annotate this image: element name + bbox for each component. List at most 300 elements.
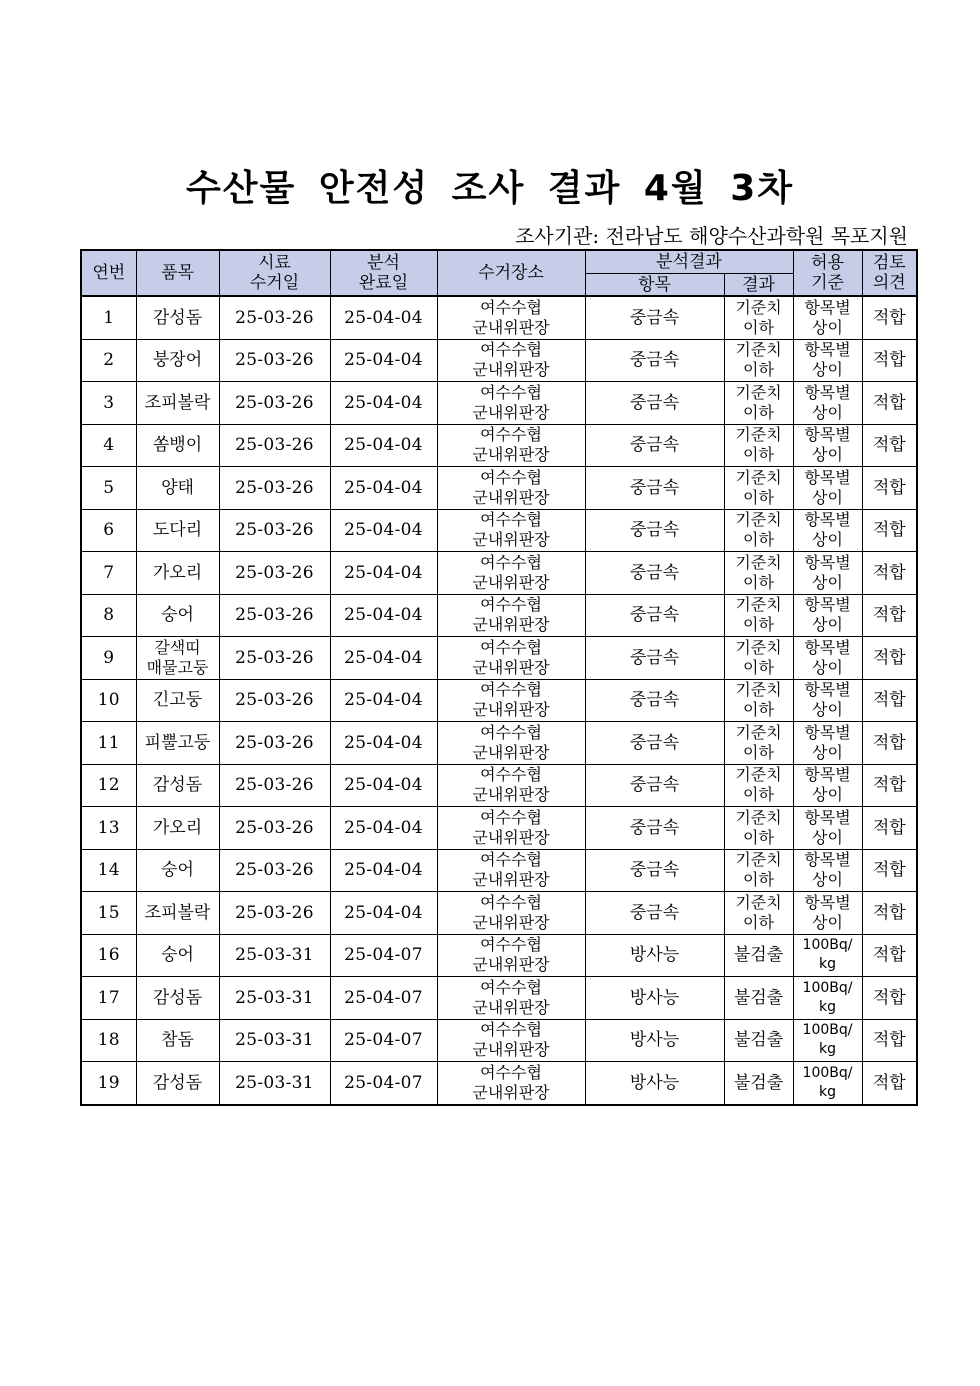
cell-completed-date: 25-04-04: [330, 807, 437, 850]
header-limit: [793, 250, 862, 296]
cell-place-line1: 여수수협: [480, 1020, 542, 1040]
cell-place-line2: 군내위판장: [472, 742, 550, 762]
cell-item: 쏨뱅이: [136, 424, 219, 467]
cell-completed-date: 25-04-04: [330, 339, 437, 382]
table-row: [81, 1062, 917, 1105]
header-analysis-date-line1: 분석: [367, 253, 400, 273]
cell-place: [437, 892, 585, 935]
cell-completed-date: 25-04-07: [330, 934, 437, 977]
cell-place-line1: 여수수협: [480, 1062, 542, 1082]
cell-no: 4: [81, 424, 136, 467]
table-row: [81, 977, 917, 1020]
table-row: [81, 679, 917, 722]
cell-opinion: 적합: [862, 1062, 917, 1105]
cell-result-line1: 기준치: [735, 892, 782, 912]
table-row: [81, 849, 917, 892]
cell-result-line2: 이하: [743, 402, 774, 422]
cell-item: 감성돔: [136, 977, 219, 1020]
cell-limit: [793, 382, 862, 425]
cell-analysis-item: 중금속: [585, 722, 724, 765]
cell-place-line2: 군내위판장: [472, 1082, 550, 1102]
cell-item: 조피볼락: [136, 892, 219, 935]
cell-limit-line2: 상이: [812, 742, 843, 762]
cell-item: 숭어: [136, 934, 219, 977]
cell-limit: [793, 509, 862, 552]
cell-place: [437, 552, 585, 595]
cell-collected-date: 25-03-26: [219, 807, 330, 850]
cell-analysis-item: 중금속: [585, 594, 724, 637]
cell-item: 숭어: [136, 849, 219, 892]
cell-place: [437, 679, 585, 722]
cell-place: [437, 1062, 585, 1105]
cell-result: 불검출: [724, 977, 793, 1020]
cell-completed-date: 25-04-04: [330, 467, 437, 510]
cell-limit-line2: 상이: [812, 487, 843, 507]
cell-result-line2: 이하: [743, 360, 774, 380]
cell-collected-date: 25-03-26: [219, 296, 330, 339]
cell-analysis-item: 방사능: [585, 1019, 724, 1062]
cell-collected-date: 25-03-26: [219, 849, 330, 892]
cell-no: 12: [81, 764, 136, 807]
cell-limit: [793, 552, 862, 595]
table-row: [81, 637, 917, 680]
cell-analysis-item: 중금속: [585, 807, 724, 850]
cell-limit-line1: 항목별: [804, 807, 851, 827]
cell-no: 7: [81, 552, 136, 595]
cell-no: 16: [81, 934, 136, 977]
cell-collected-date: 25-03-26: [219, 892, 330, 935]
cell-result-line2: 이하: [743, 445, 774, 465]
cell-completed-date: 25-04-07: [330, 1019, 437, 1062]
cell-place-line1: 여수수협: [480, 425, 542, 445]
cell-opinion: 적합: [862, 552, 917, 595]
table-body: [81, 296, 917, 1105]
table-row: [81, 509, 917, 552]
cell-item: 피뿔고둥: [136, 722, 219, 765]
cell-result-line1: 기준치: [735, 722, 782, 742]
cell-item: 붕장어: [136, 339, 219, 382]
cell-opinion: 적합: [862, 1019, 917, 1062]
cell-completed-date: 25-04-04: [330, 849, 437, 892]
cell-completed-date: 25-04-04: [330, 509, 437, 552]
cell-limit-line1: 항목별: [804, 765, 851, 785]
cell-item-line2: 매물고둥: [146, 657, 209, 677]
cell-no: 13: [81, 807, 136, 850]
cell-result: [724, 424, 793, 467]
header-analysis-group: 분석결과: [585, 250, 793, 274]
cell-no: 17: [81, 977, 136, 1020]
cell-place: [437, 934, 585, 977]
cell-limit: [793, 424, 862, 467]
cell-limit-line2: 상이: [812, 317, 843, 337]
cell-limit: [793, 892, 862, 935]
table-row: [81, 892, 917, 935]
cell-limit-line2: 상이: [812, 657, 843, 677]
cell-place-line2: 군내위판장: [472, 657, 550, 677]
cell-item: 가오리: [136, 552, 219, 595]
cell-no: 11: [81, 722, 136, 765]
cell-collected-date: 25-03-26: [219, 552, 330, 595]
cell-place-line2: 군내위판장: [472, 445, 550, 465]
cell-result-line1: 기준치: [735, 340, 782, 360]
cell-limit-line1: 항목별: [804, 850, 851, 870]
header-analysis-item: 항목: [585, 274, 724, 297]
cell-place-line2: 군내위판장: [472, 827, 550, 847]
cell-result-line2: 이하: [743, 870, 774, 890]
header-collect-date: [219, 250, 330, 296]
cell-limit-line2: 상이: [812, 572, 843, 592]
cell-completed-date: 25-04-04: [330, 892, 437, 935]
cell-limit-line1: 항목별: [804, 722, 851, 742]
header-analysis-result: 결과: [724, 274, 793, 297]
cell-limit-line2: 상이: [812, 700, 843, 720]
header-limit-line2: 기준: [811, 273, 844, 293]
cell-limit: [793, 339, 862, 382]
cell-place-line2: 군내위판장: [472, 317, 550, 337]
cell-analysis-item: 중금속: [585, 339, 724, 382]
cell-result-line2: 이하: [743, 742, 774, 762]
cell-place: [437, 424, 585, 467]
cell-opinion: 적합: [862, 594, 917, 637]
cell-limit-line2: kg: [819, 998, 837, 1015]
cell-opinion: 적합: [862, 977, 917, 1020]
cell-item: 감성돔: [136, 1062, 219, 1105]
cell-limit-line1: 항목별: [804, 552, 851, 572]
cell-limit: [793, 637, 862, 680]
cell-limit-line1: 100Bq/: [802, 1022, 853, 1039]
cell-result: [724, 552, 793, 595]
cell-result-line2: 이하: [743, 785, 774, 805]
cell-limit-line2: 상이: [812, 445, 843, 465]
cell-place-line1: 여수수협: [480, 340, 542, 360]
cell-result: [724, 296, 793, 339]
cell-place-line2: 군내위판장: [472, 530, 550, 550]
cell-limit-line2: 상이: [812, 785, 843, 805]
cell-result-line2: 이하: [743, 530, 774, 550]
cell-result: [724, 849, 793, 892]
cell-place: [437, 594, 585, 637]
cell-opinion: 적합: [862, 296, 917, 339]
cell-opinion: 적합: [862, 892, 917, 935]
cell-result-line1: 기준치: [735, 680, 782, 700]
cell-place-line2: 군내위판장: [472, 615, 550, 635]
cell-result-line2: 이하: [743, 615, 774, 635]
cell-collected-date: 25-03-26: [219, 722, 330, 765]
cell-result: [724, 679, 793, 722]
cell-item: 숭어: [136, 594, 219, 637]
cell-collected-date: 25-03-31: [219, 934, 330, 977]
cell-result-line2: 이하: [743, 827, 774, 847]
cell-analysis-item: 방사능: [585, 977, 724, 1020]
cell-no: 1: [81, 296, 136, 339]
cell-result: [724, 594, 793, 637]
cell-place-line2: 군내위판장: [472, 402, 550, 422]
cell-limit-line1: 항목별: [804, 595, 851, 615]
cell-result-line1: 기준치: [735, 510, 782, 530]
cell-limit-line2: 상이: [812, 530, 843, 550]
table-row: [81, 552, 917, 595]
cell-analysis-item: 중금속: [585, 849, 724, 892]
cell-result: [724, 382, 793, 425]
cell-limit-line1: 항목별: [804, 680, 851, 700]
cell-result-line1: 기준치: [735, 382, 782, 402]
cell-place-line2: 군내위판장: [472, 1040, 550, 1060]
cell-limit-line1: 100Bq/: [802, 1064, 853, 1081]
cell-no: 9: [81, 637, 136, 680]
cell-place: [437, 509, 585, 552]
cell-place: [437, 339, 585, 382]
cell-collected-date: 25-03-26: [219, 764, 330, 807]
cell-limit: [793, 1019, 862, 1062]
cell-limit: [793, 1062, 862, 1105]
cell-collected-date: 25-03-31: [219, 977, 330, 1020]
table-row: [81, 934, 917, 977]
cell-result-line2: 이하: [743, 657, 774, 677]
cell-place-line2: 군내위판장: [472, 487, 550, 507]
cell-limit: [793, 934, 862, 977]
cell-result: [724, 892, 793, 935]
cell-result-line1: 기준치: [735, 425, 782, 445]
cell-collected-date: 25-03-26: [219, 637, 330, 680]
cell-limit: [793, 679, 862, 722]
cell-limit-line2: kg: [819, 956, 837, 973]
cell-analysis-item: 중금속: [585, 424, 724, 467]
cell-place-line1: 여수수협: [480, 382, 542, 402]
header-collect-date-line1: 시료: [258, 253, 291, 273]
cell-place: [437, 977, 585, 1020]
cell-result-line2: 이하: [743, 912, 774, 932]
cell-place-line1: 여수수협: [480, 595, 542, 615]
cell-result: [724, 509, 793, 552]
header-review-line2: 의견: [872, 273, 906, 293]
cell-limit-line2: 상이: [812, 912, 843, 932]
cell-item: 도다리: [136, 509, 219, 552]
cell-opinion: 적합: [862, 849, 917, 892]
table-row: [81, 1019, 917, 1062]
cell-result: [724, 807, 793, 850]
cell-limit: [793, 594, 862, 637]
header-analysis-date-line2: 완료일: [358, 273, 409, 293]
cell-no: 19: [81, 1062, 136, 1105]
cell-item: 조피볼락: [136, 382, 219, 425]
cell-result-line2: 이하: [743, 317, 774, 337]
header-collect-date-line2: 수거일: [249, 273, 300, 293]
cell-item: 가오리: [136, 807, 219, 850]
cell-result: 불검출: [724, 1019, 793, 1062]
cell-result: [724, 764, 793, 807]
cell-place: [437, 764, 585, 807]
cell-result: 불검출: [724, 934, 793, 977]
cell-completed-date: 25-04-04: [330, 382, 437, 425]
cell-completed-date: 25-04-04: [330, 679, 437, 722]
cell-analysis-item: 중금속: [585, 296, 724, 339]
cell-place-line1: 여수수협: [480, 977, 542, 997]
survey-agency: 조사기관: 전라남도 해양수산과학원 목포지원: [515, 224, 908, 248]
cell-place-line1: 여수수협: [480, 722, 542, 742]
cell-opinion: 적합: [862, 637, 917, 680]
cell-place: [437, 296, 585, 339]
cell-limit-line1: 항목별: [804, 297, 851, 317]
cell-place-line1: 여수수협: [480, 765, 542, 785]
cell-place: [437, 637, 585, 680]
cell-result-line1: 기준치: [735, 807, 782, 827]
cell-limit: [793, 467, 862, 510]
table-row: [81, 296, 917, 339]
cell-analysis-item: 중금속: [585, 509, 724, 552]
cell-completed-date: 25-04-04: [330, 722, 437, 765]
cell-collected-date: 25-03-26: [219, 339, 330, 382]
cell-place: [437, 722, 585, 765]
cell-place-line1: 여수수협: [480, 297, 542, 317]
cell-place-line2: 군내위판장: [472, 360, 550, 380]
cell-result-line1: 기준치: [735, 467, 782, 487]
cell-no: 2: [81, 339, 136, 382]
cell-place-line1: 여수수협: [480, 850, 542, 870]
cell-no: 6: [81, 509, 136, 552]
cell-result-line1: 기준치: [735, 595, 782, 615]
cell-collected-date: 25-03-31: [219, 1019, 330, 1062]
cell-analysis-item: 중금속: [585, 637, 724, 680]
cell-opinion: 적합: [862, 722, 917, 765]
cell-analysis-item: 중금속: [585, 467, 724, 510]
cell-no: 14: [81, 849, 136, 892]
cell-limit-line2: 상이: [812, 870, 843, 890]
page-title: 수산물 안전성 조사 결과 4월 3차: [185, 168, 795, 209]
cell-limit-line1: 항목별: [804, 637, 851, 657]
cell-completed-date: 25-04-04: [330, 764, 437, 807]
cell-item: 참돔: [136, 1019, 219, 1062]
cell-place-line2: 군내위판장: [472, 955, 550, 975]
table-row: [81, 467, 917, 510]
cell-limit-line2: kg: [819, 1083, 837, 1100]
cell-limit-line1: 100Bq/: [802, 937, 853, 954]
cell-limit: [793, 722, 862, 765]
cell-place-line1: 여수수협: [480, 510, 542, 530]
cell-place-line1: 여수수협: [480, 807, 542, 827]
cell-result: [724, 339, 793, 382]
cell-limit-line2: 상이: [812, 615, 843, 635]
cell-completed-date: 25-04-04: [330, 552, 437, 595]
cell-item: 감성돔: [136, 296, 219, 339]
cell-result: [724, 637, 793, 680]
cell-no: 15: [81, 892, 136, 935]
cell-no: 5: [81, 467, 136, 510]
cell-limit-line1: 항목별: [804, 340, 851, 360]
cell-completed-date: 25-04-04: [330, 424, 437, 467]
cell-no: 18: [81, 1019, 136, 1062]
cell-result-line1: 기준치: [735, 637, 782, 657]
cell-opinion: 적합: [862, 807, 917, 850]
cell-place-line1: 여수수협: [480, 892, 542, 912]
header-no: 연번: [81, 250, 136, 296]
cell-result: [724, 467, 793, 510]
cell-opinion: 적합: [862, 339, 917, 382]
cell-limit-line2: 상이: [812, 402, 843, 422]
cell-analysis-item: 중금속: [585, 382, 724, 425]
cell-limit-line1: 항목별: [804, 382, 851, 402]
cell-analysis-item: 중금속: [585, 764, 724, 807]
cell-result-line1: 기준치: [735, 765, 782, 785]
cell-item: 긴고둥: [136, 679, 219, 722]
results-table: [80, 249, 918, 1106]
cell-place-line1: 여수수협: [480, 935, 542, 955]
cell-limit-line2: 상이: [812, 827, 843, 847]
table-row: [81, 382, 917, 425]
cell-completed-date: 25-04-04: [330, 594, 437, 637]
cell-item: 감성돔: [136, 764, 219, 807]
header-review-line1: 검토: [872, 253, 906, 273]
cell-collected-date: 25-03-26: [219, 679, 330, 722]
cell-place: [437, 467, 585, 510]
cell-opinion: 적합: [862, 382, 917, 425]
cell-limit: [793, 807, 862, 850]
cell-analysis-item: 방사능: [585, 1062, 724, 1105]
cell-place-line1: 여수수협: [480, 552, 542, 572]
table-row: [81, 339, 917, 382]
cell-analysis-item: 중금속: [585, 552, 724, 595]
cell-place-line2: 군내위판장: [472, 572, 550, 592]
cell-place: [437, 382, 585, 425]
cell-analysis-item: 중금속: [585, 679, 724, 722]
cell-result: 불검출: [724, 1062, 793, 1105]
cell-completed-date: 25-04-04: [330, 296, 437, 339]
cell-opinion: 적합: [862, 509, 917, 552]
cell-place: [437, 1019, 585, 1062]
cell-opinion: 적합: [862, 424, 917, 467]
cell-limit-line1: 100Bq/: [802, 979, 853, 996]
table-row: [81, 594, 917, 637]
cell-limit: [793, 977, 862, 1020]
cell-opinion: 적합: [862, 679, 917, 722]
cell-no: 8: [81, 594, 136, 637]
cell-limit-line1: 항목별: [804, 510, 851, 530]
cell-opinion: 적합: [862, 467, 917, 510]
table-row: [81, 764, 917, 807]
cell-place-line1: 여수수협: [480, 680, 542, 700]
cell-place-line1: 여수수협: [480, 467, 542, 487]
table-row: [81, 807, 917, 850]
header-review: [862, 250, 917, 296]
cell-item: 양태: [136, 467, 219, 510]
cell-place-line2: 군내위판장: [472, 700, 550, 720]
cell-item: [136, 637, 219, 680]
cell-limit-line1: 항목별: [804, 892, 851, 912]
table-row: [81, 722, 917, 765]
header-analysis-date: [330, 250, 437, 296]
cell-limit-line1: 항목별: [804, 425, 851, 445]
cell-completed-date: 25-04-07: [330, 1062, 437, 1105]
cell-collected-date: 25-03-26: [219, 594, 330, 637]
cell-opinion: 적합: [862, 764, 917, 807]
cell-result-line2: 이하: [743, 572, 774, 592]
header-place: 수거장소: [437, 250, 585, 296]
cell-item-line1: 갈색띠: [154, 637, 201, 657]
cell-result-line1: 기준치: [735, 552, 782, 572]
cell-limit: [793, 296, 862, 339]
cell-completed-date: 25-04-04: [330, 637, 437, 680]
cell-place-line2: 군내위판장: [472, 870, 550, 890]
cell-collected-date: 25-03-26: [219, 382, 330, 425]
cell-collected-date: 25-03-31: [219, 1062, 330, 1105]
cell-place-line2: 군내위판장: [472, 997, 550, 1017]
cell-analysis-item: 방사능: [585, 934, 724, 977]
cell-place: [437, 849, 585, 892]
cell-place-line1: 여수수협: [480, 637, 542, 657]
table-header: [81, 250, 917, 296]
cell-collected-date: 25-03-26: [219, 467, 330, 510]
cell-completed-date: 25-04-07: [330, 977, 437, 1020]
cell-result-line2: 이하: [743, 700, 774, 720]
